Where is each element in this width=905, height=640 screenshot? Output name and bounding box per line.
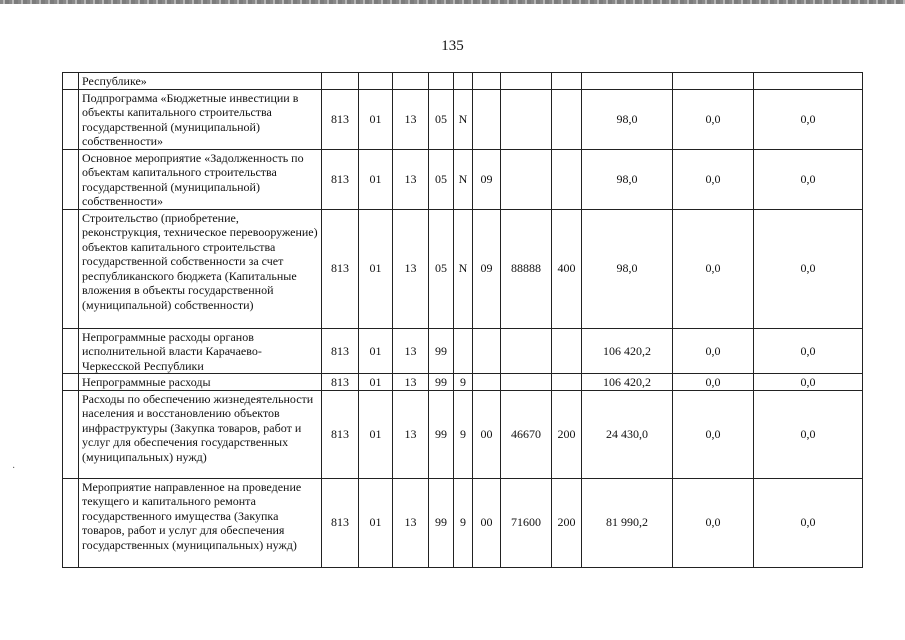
cell-vr: [552, 89, 582, 149]
cell-sum2: [673, 73, 754, 90]
cell-rz: 01: [359, 374, 393, 391]
cell-rz: 01: [359, 149, 393, 209]
scan-mark: ·: [12, 463, 16, 474]
cell-gr: 813: [322, 478, 359, 567]
cell-sum2: 0,0: [673, 209, 754, 328]
row-index-cell: [63, 478, 79, 567]
cell-sum3: 0,0: [754, 89, 863, 149]
cell-sum1: 98,0: [582, 149, 673, 209]
row-index-cell: [63, 209, 79, 328]
row-name-cell: Расходы по обеспечению жизнедеятельности населения и восстановлению объектов инфраструктуры (Закупка товаров, работ и услуг для обеспечения государственных (муниципальных) нужд): [79, 390, 322, 478]
cell-p1: 05: [429, 89, 454, 149]
cell-gr: 813: [322, 89, 359, 149]
cell-pr: 13: [393, 374, 429, 391]
cell-p1: [429, 73, 454, 90]
cell-p3: [473, 374, 501, 391]
cell-sum2: 0,0: [673, 89, 754, 149]
cell-code: 46670: [501, 390, 552, 478]
cell-gr: 813: [322, 390, 359, 478]
cell-sum2: 0,0: [673, 478, 754, 567]
cell-gr: 813: [322, 149, 359, 209]
cell-rz: 01: [359, 390, 393, 478]
cell-code: [501, 89, 552, 149]
cell-p2: 9: [454, 374, 473, 391]
cell-p3: 00: [473, 390, 501, 478]
cell-sum3: 0,0: [754, 209, 863, 328]
cell-sum3: [754, 73, 863, 90]
cell-code: 71600: [501, 478, 552, 567]
cell-rz: [359, 73, 393, 90]
cell-pr: 13: [393, 328, 429, 374]
table-row: [63, 73, 863, 90]
cell-pr: 13: [393, 478, 429, 567]
table-row: [63, 149, 863, 209]
cell-vr: 200: [552, 478, 582, 567]
cell-sum3: 0,0: [754, 478, 863, 567]
page-number: 135: [441, 38, 464, 54]
cell-p3: [473, 89, 501, 149]
cell-p2: [454, 328, 473, 374]
cell-rz: 01: [359, 209, 393, 328]
cell-sum2: 0,0: [673, 328, 754, 374]
row-name-cell: Мероприятие направленное на проведение текущего и капитального ремонта государственного имущества (Закупка товаров, работ и услуг для обеспечения государственных (муниципальных) нужд): [79, 478, 322, 567]
cell-sum1: [582, 73, 673, 90]
cell-p2: 9: [454, 390, 473, 478]
cell-sum1: 98,0: [582, 209, 673, 328]
row-name-cell: Непрограммные расходы органов исполнительной власти Карачаево-Черкесской Республики: [79, 328, 322, 374]
cell-p1: 05: [429, 209, 454, 328]
cell-sum2: 0,0: [673, 390, 754, 478]
cell-sum1: 98,0: [582, 89, 673, 149]
table-row: [63, 478, 863, 567]
cell-pr: 13: [393, 149, 429, 209]
cell-p3: 09: [473, 209, 501, 328]
cell-pr: [393, 73, 429, 90]
cell-code: 88888: [501, 209, 552, 328]
cell-p1: 05: [429, 149, 454, 209]
cell-pr: 13: [393, 89, 429, 149]
cell-sum3: 0,0: [754, 374, 863, 391]
cell-sum1: 106 420,2: [582, 374, 673, 391]
table-row: [63, 374, 863, 391]
cell-rz: 01: [359, 328, 393, 374]
cell-pr: 13: [393, 390, 429, 478]
row-name-cell: Республике»: [79, 73, 322, 90]
cell-sum1: 24 430,0: [582, 390, 673, 478]
row-index-cell: [63, 73, 79, 90]
cell-vr: [552, 374, 582, 391]
cell-p2: N: [454, 89, 473, 149]
cell-sum3: 0,0: [754, 328, 863, 374]
cell-gr: [322, 73, 359, 90]
row-name-cell: Основное мероприятие «Задолженность по объектам капитального строительства государственной (муниципальной) собственности»: [79, 149, 322, 209]
cell-sum1: 81 990,2: [582, 478, 673, 567]
cell-pr: 13: [393, 209, 429, 328]
cell-vr: 400: [552, 209, 582, 328]
cell-p3: 09: [473, 149, 501, 209]
cell-code: [501, 73, 552, 90]
table-row: [63, 328, 863, 374]
table-row: [63, 89, 863, 149]
row-index-cell: [63, 328, 79, 374]
scan-edge: [0, 0, 905, 4]
cell-sum1: 106 420,2: [582, 328, 673, 374]
cell-vr: [552, 73, 582, 90]
cell-sum3: 0,0: [754, 390, 863, 478]
cell-code: [501, 149, 552, 209]
row-name-cell: Строительство (приобретение, реконструкция, техническое перевооружение) объектов капитального строительства государственной собственности за счет республиканского бюджета (Капитальные вложения в объекты государственной (муниципальной) собственности): [79, 209, 322, 328]
cell-p2: 9: [454, 478, 473, 567]
cell-rz: 01: [359, 478, 393, 567]
cell-vr: [552, 328, 582, 374]
row-index-cell: [63, 374, 79, 391]
cell-p3: [473, 73, 501, 90]
cell-sum2: 0,0: [673, 149, 754, 209]
cell-code: [501, 374, 552, 391]
cell-vr: [552, 149, 582, 209]
cell-sum3: 0,0: [754, 149, 863, 209]
row-index-cell: [63, 89, 79, 149]
cell-p2: N: [454, 209, 473, 328]
cell-p2: N: [454, 149, 473, 209]
cell-p1: 99: [429, 390, 454, 478]
cell-code: [501, 328, 552, 374]
cell-p1: 99: [429, 374, 454, 391]
cell-gr: 813: [322, 209, 359, 328]
cell-gr: 813: [322, 328, 359, 374]
cell-rz: 01: [359, 89, 393, 149]
table-row: [63, 390, 863, 478]
cell-p2: [454, 73, 473, 90]
row-name-cell: Непрограммные расходы: [79, 374, 322, 391]
row-index-cell: [63, 390, 79, 478]
budget-table: [62, 72, 863, 568]
row-name-cell: Подпрограмма «Бюджетные инвестиции в объекты капитального строительства государственной (муниципальной) собственности»: [79, 89, 322, 149]
cell-vr: 200: [552, 390, 582, 478]
row-index-cell: [63, 149, 79, 209]
cell-p1: 99: [429, 478, 454, 567]
table-row: [63, 209, 863, 328]
cell-gr: 813: [322, 374, 359, 391]
cell-p3: 00: [473, 478, 501, 567]
cell-p3: [473, 328, 501, 374]
cell-sum2: 0,0: [673, 374, 754, 391]
cell-p1: 99: [429, 328, 454, 374]
